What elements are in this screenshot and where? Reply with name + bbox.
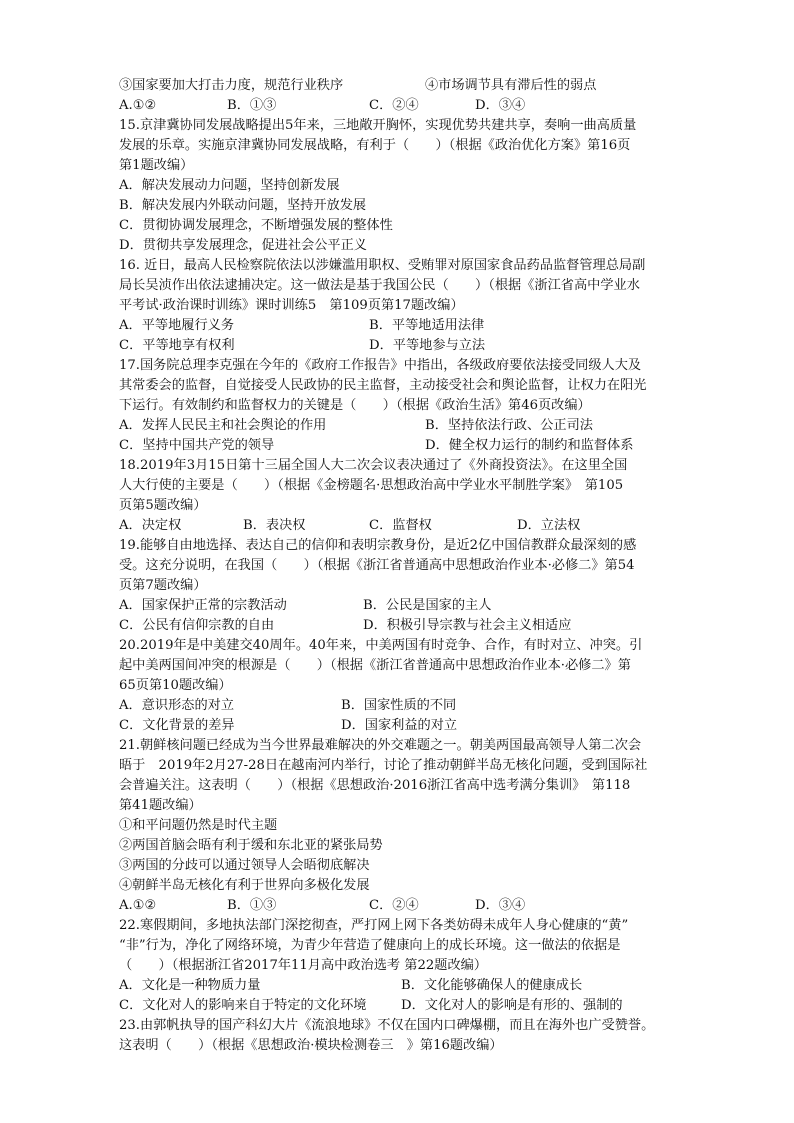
choice-d: D．③④: [475, 898, 526, 913]
option-d: D．平等地参与立法: [369, 338, 486, 353]
question-17-line-3: 下运行。有效制约和监督权力的关键是（ ）（根据《政治生活》第46页改编）: [119, 398, 591, 413]
option-b: B．平等地适用法律: [369, 318, 485, 333]
options-row: [119, 976, 679, 996]
option-b: B．文化能够确保人的健康成长: [401, 978, 583, 993]
options-row: [119, 516, 679, 536]
choice-b: B．①③: [227, 98, 277, 113]
question-17-line-2: 其常委会的监督，自觉接受人民政协的民主监督，主动接受社会和舆论监督，让权力在阳光: [119, 378, 647, 393]
question-20-line-1: 20.2019年是中美建交40周年。40年来，中美两国有时竞争、合作，有时对立、冲突。引: [119, 638, 643, 653]
options-row: [119, 336, 679, 356]
option-d: D．文化对人的影响是有形的、强制的: [401, 998, 623, 1013]
question-22-line-1: 22.寒假期间，多地执法部门深挖彻查，严打网上网下各类妨碍未成年人身心健康的“黄”: [119, 918, 629, 933]
option-d: D．国家利益的对立: [341, 718, 458, 733]
option-a: A．平等地履行义务: [119, 318, 235, 333]
statements-row: [119, 76, 679, 96]
question-20-line-2: 起中美两国间冲突的根源是（ ）（根据《浙江省普通高中思想政治作业本·必修二》第: [119, 658, 631, 673]
option-a: A．决定权: [119, 518, 182, 533]
question-20-line-3: 65页第10题改编）: [119, 678, 232, 693]
option-b: B．公民是国家的主人: [363, 598, 492, 613]
question-15-line-1: 15.京津冀协同发展战略提出5年来，三地敞开胸怀，实现优势共建共享，奏响一曲高质量: [119, 118, 637, 133]
option-d: D．积极引导宗教与社会主义相适应: [363, 618, 572, 633]
question-21-line-3: 会普遍关注。这表明（ ）（根据《思想政治·2016浙江省高中选考满分集训》 第118: [119, 778, 631, 793]
option-a: A．国家保护正常的宗教活动: [119, 598, 287, 613]
option-a: A．文化是一种物质力量: [119, 978, 261, 993]
option-d: D．立法权: [517, 518, 581, 533]
question-18-line-2: 人大行使的主要是（ ）（根据《金榜题名·思想政治高中学业水平制胜学案》 第105: [119, 478, 624, 493]
statement-3: ③两国的分歧可以通过领导人会晤彻底解决: [119, 858, 370, 873]
statement-3: ③国家要加大打击力度，规范行业秩序: [119, 78, 344, 93]
options-row: [119, 596, 679, 616]
statement-4: ④市场调节具有滞后性的弱点: [425, 78, 597, 93]
option-d: D．贯彻共享发展理念，促进社会公平正义: [119, 238, 367, 253]
option-d: D．健全权力运行的制约和监督体系: [425, 438, 634, 453]
question-21-line-2: 晤于 2019年2月27-28日在越南河内举行，讨论了推动朝鲜半岛无核化问题，受到国际社: [119, 758, 648, 773]
choice-d: D．③④: [475, 98, 526, 113]
statement-4: ④朝鲜半岛无核化有利于世界向多极化发展: [119, 878, 370, 893]
option-c: C．公民有信仰宗教的自由: [119, 618, 275, 633]
question-19-line-3: 页第7题改编）: [119, 578, 207, 593]
question-15-line-2: 发展的乐章。实施京津冀协同发展战略，有利于（ ）（根据《政治优化方案》第16页: [119, 138, 631, 153]
question-16-line-2: 局长吴浈作出依法逮捕决定。这一做法是基于我国公民（ ）（根据《浙江省高中学业水: [119, 278, 640, 293]
option-b: B．坚持依法行政、公正司法: [425, 418, 593, 433]
choices-row: [119, 896, 679, 916]
options-row: [119, 996, 679, 1016]
option-c: C．文化背景的差异: [119, 718, 235, 733]
option-c: C．监督权: [369, 518, 432, 533]
question-16-line-1: 16. 近日，最高人民检察院依法以涉嫌滥用职权、受贿罪对原国家食品药品监督管理总局副: [119, 258, 646, 273]
option-c: C．坚持中国共产党的领导: [119, 438, 275, 453]
question-15-line-3: 第1题改编）: [119, 158, 194, 173]
choices-row: [119, 96, 679, 116]
options-row: [119, 436, 679, 456]
question-19-line-1: 19.能够自由地选择、表达自己的信仰和表明宗教身份，是近2亿中国信教群众最深刻的感: [119, 538, 637, 553]
option-a: A．解决发展动力问题，坚持创新发展: [119, 178, 340, 193]
question-18-line-3: 页第5题改编）: [119, 498, 207, 513]
option-b: B．表决权: [243, 518, 306, 533]
question-16-line-3: 平考试·政治课时训练》课时训练5 第109页第17题改编）: [119, 298, 464, 313]
choice-b: B．①③: [227, 898, 277, 913]
choice-a: A.①②: [119, 98, 157, 113]
option-b: B．国家性质的不同: [341, 698, 457, 713]
option-a: A．意识形态的对立: [119, 698, 235, 713]
options-row: [119, 316, 679, 336]
choice-c: C．②④: [369, 898, 419, 913]
question-23-line-1: 23.由郭帆执导的国产科幻大片《流浪地球》不仅在国内口碑爆棚，而且在海外也广受赞誉。: [119, 1018, 655, 1033]
question-17-line-1: 17.国务院总理李克强在今年的《政府工作报告》中指出，各级政府要依法接受同级人大及: [119, 358, 642, 373]
choice-c: C．②④: [369, 98, 419, 113]
question-18-line-1: 18.2019年3月15日第十三届全国人大二次会议表决通过了《外商投资法》。在这里全国: [119, 458, 628, 473]
options-row: [119, 616, 679, 636]
question-22-line-3: （ ）（根据浙江省2017年11月高中政治选考 第22题改编）: [119, 958, 488, 973]
question-23-line-2: 这表明（ ）（根据《思想政治·模块检测卷三 》第16题改编）: [119, 1038, 503, 1053]
statement-2: ②两国首脑会晤有利于缓和东北亚的紧张局势: [119, 838, 383, 853]
option-a: A．发挥人民民主和社会舆论的作用: [119, 418, 327, 433]
options-row: [119, 716, 679, 736]
question-21-line-4: 第41题改编）: [119, 798, 202, 813]
option-c: C．文化对人的影响来自于特定的文化环境: [119, 998, 367, 1013]
question-22-line-2: “非”行为，净化了网络环境，为青少年营造了健康向上的成长环境。这一做法的依据是: [119, 938, 621, 953]
options-row: [119, 416, 679, 436]
options-row: [119, 696, 679, 716]
choice-a: A.①②: [119, 898, 157, 913]
question-19-line-2: 受。这充分说明，在我国（ ）（根据《浙江省普通高中思想政治作业本·必修二》第54: [119, 558, 635, 573]
option-c: C．平等地享有权利: [119, 338, 235, 353]
statement-1: ①和平问题仍然是时代主题: [119, 818, 278, 833]
question-21-line-1: 21.朝鲜核问题已经成为当今世界最难解决的外交难题之一。朝美两国最高领导人第二次会: [119, 738, 642, 753]
option-c: C．贯彻协调发展理念，不断增强发展的整体性: [119, 218, 393, 233]
option-b: B．解决发展内外联动问题，坚持开放发展: [119, 198, 367, 213]
